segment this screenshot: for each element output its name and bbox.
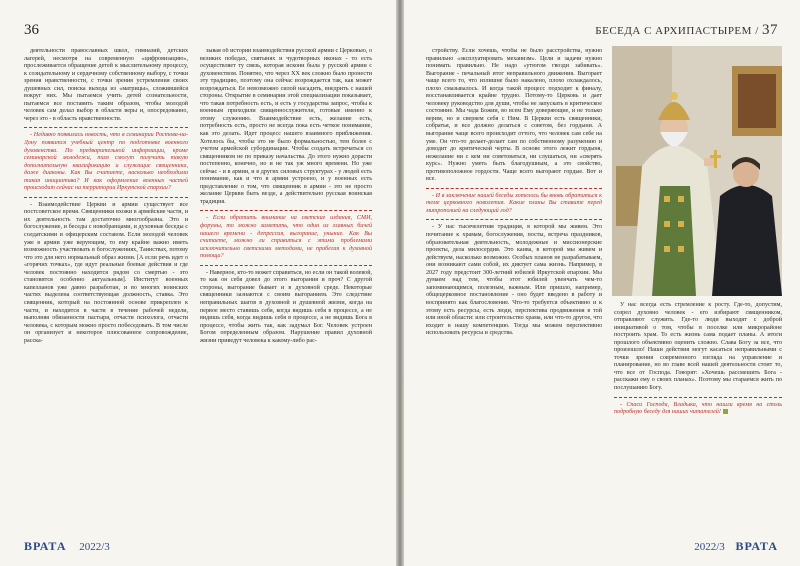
paragraph: деятельности православных школ, гимназий, детских лагерей, несмотря на современную «цифровизацию», прослеживается обращение детей к мыслительному процессу, к созидательному и сердечному собственному выбору, с точки зрения нравственности, с точки зрения устремления своих душевных сил, поиска выхода из «матрицы», сложившейся вокруг них. Мы пытаемся учить детей сознательности, пытаемся все поставить таким образом, чтобы молодой человек сам делал выбор в области веры и, опосредованно, через это - в область нравственности. bbox=[24, 48, 188, 122]
spine-gutter bbox=[396, 0, 404, 566]
issue-number: 2022/3 bbox=[79, 541, 110, 553]
paragraph: - Взаимодействие Церкви и армии существует все постсоветское время. Священники вхожи в армейские части, и их деятельность там достаточно многообразна. Это и богослужение, и беседы с новобранцами, и духовные беседы с солдатскими и офицерским составом. Если молодой человек уже в армии уже верующим, то ему крайне важно иметь возможность участвовать в богослужениях, Таинствах, потому что это для него нормальный образ жизни. [А если речь идет о «горячих точках», где идут реальные боевые действия и где человек постоянно находится рядом со смертью - это становится особенно актуальным]. Институт военных капелланов уже давно разработан, и во многих воинских частях выделена соответствующая должность, ставка. Это священник, который на постоянной основе прикреплен к части, и находится в части в течение рабочей недели, выполняя обязанности пастыря, отчасти психолога, отчасти человека, с которым можно просто побеседовать. В том числе он организует и некоторое плюсованное сопровождение, расска- bbox=[24, 201, 188, 344]
divider bbox=[24, 127, 188, 128]
section-title: БЕСЕДА С АРХИПАСТЫРЕМ bbox=[595, 25, 752, 37]
question-text bbox=[614, 402, 782, 417]
divider bbox=[426, 219, 602, 220]
divider bbox=[24, 197, 188, 198]
paragraph: - У нас тысячелетняя традиция, в которой мы живем. Это почитание к храмам, богослужения, посты, встреча праздников, образовательная деятельность, молодежные и миссионерские проекты, дела милосердия. Это канва, в которой мы живем и действуем, насколько возможно. Особых планов не разрабатываем, они возникают сами собой, их диктует сама жизнь. Например, в 2027 году предстоит 300-летний юбилей Иркутской епархии. Мы думаем над тем, чтобы этот юбилей увенчать чем-то запоминающимся, полезным, важным. Или пришло, например, общецерковное постановление - оно будет введено в работу и воспринято как благословение. Что-то требуется объективно и к этому есть ресурсы, есть люди, перспектива продвижения в той или иной области: или строительство храма, или что-то другое, что входит в нашу компетенцию. Тогда мы можем перспективно использовать ресурсы и средства. bbox=[426, 224, 602, 337]
question-text: - Недавно появилась новость, что в семинарии Ростова-на-Дону появится учебный центр по подготовке военного духовенства. По предварительной информации, кроме семинарской молодежи, там смогут получить такую дополнительную квалификацию и служащие священники, даже диаконы. Как Вы считаете, насколько необходима такая инициатива? И как оформление военных частей происходит сейчас на территории Иркутской епархии? bbox=[24, 132, 188, 192]
question-block bbox=[24, 132, 188, 192]
paragraph: стройству. Если хочешь, чтобы не было расстройства, нужно правильно «эксплуатировать механизм». Цели и задачи нужно понимать правильно. Не надо «утюгом гвозди забивать». Выгорание - печальный итог неправильного движения. Выгорает чаще всего то, что излишне было накалено, плохо охлаждалось, плохо смазывалось. И когда такой процесс подходит к финалу, восстанавливается крайне трудно. Потому-то Церковь и дает человеку руководство для души, чтобы не запускать в критическое состояние. Мы чада Божии, во всем Ему доверяющие, и не только верим, но и сверяем себя с Ним. В Церкви есть священники, собратья, и все должно делаться с советом, без гордыни. А выгорание чаще всего происходит оттого, что человек сам себе на уме. Он что-то делает-делает сам по собственному разумению и доводит до критической черты. В основе этого лежит гордыня, нежелание ни с кем ни советоваться, ни слушаться, ни «сверять курс». Нужно уметь быть благодушным, а это свойство, противоположное гордости. Чаще всего выгорают гордые. Вот и все. bbox=[426, 48, 602, 183]
left-column-2 bbox=[200, 48, 372, 536]
magazine-brand: ВРАТА bbox=[24, 539, 67, 553]
divider bbox=[614, 397, 782, 398]
page-number-left: 36 bbox=[24, 22, 39, 38]
left-column-1 bbox=[24, 48, 188, 536]
paragraph: У нас всегда есть стремление к росту. Где-то, допустим, созрел духовно человек - его избирают священником, отправляют служить. Где-то люди выходят с доброй инициативой о том, чтобы в поселке или микрорайоне построить храм. То есть жизнь сама подает планы. А итоги прошлого объективно оценить сложно. Слава Богу за все, что произошло! Наши действия могут касаться неправильными с точки зрения современного взгляда на управление и планирование, но во главе всей нашей деятельности стоит то, что все от Господа. Говорят: «Хочешь рассмешить Бога - расскажи ему о своих планах». Поэтому мы стараемся жить по послушанию Богу. bbox=[614, 302, 782, 392]
page-number-right: 37 bbox=[762, 22, 778, 38]
paragraph: - Наверное, кто-то может справиться, но если он такой волевой, то как он себя довел до этого выгорания и проч? С другой стороны, выгорание бывает и в духовной среде. Некоторые священники зазнаются с своим выгоранием. Это следствие неправильных шагов в духовной и душевной жизни, когда на первое место ставишь себя, когда видишь себя в процессе, а не видишь себя, когда видишь себя в процессе, а не видишь Бога в процессе, чтобы жить так, как задумал Бог. Человек устроен Богом определенным образом. Нарушение правил духовной жизни приведут человека к какому-либо рас- bbox=[200, 269, 372, 344]
divider bbox=[200, 265, 372, 266]
divider bbox=[426, 188, 602, 189]
bishop-photo bbox=[612, 46, 782, 296]
question-block bbox=[200, 215, 372, 260]
footer-left bbox=[24, 539, 110, 554]
magazine-brand: ВРАТА bbox=[735, 539, 778, 553]
right-column-2 bbox=[614, 302, 782, 536]
right-column-1 bbox=[426, 48, 602, 536]
paragraph: зывая об истории взаимодействия русской армии с Церковью, о великих победах, святынях и чудотворных иконах - то есть осуществляет ту связь, которая искони была у русской армии с духовенством. Понятно, что через XX век сложно было пронести эту традицию, поэтому она сейчас возрождается так, как может возрождаться. Ее невозможно силой насадить, внедрить с нашей стороны. Открытие в семинарии этой специализации показывает, что такая потребность есть, и есть у государства запрос, чтобы к военным приходили священнослужители, готовые именно к этому служению. Взаимодействие есть, желание есть, потребность есть, просто не всегда пока есть четкое понимание, как это делать. Идет процесс нашего взаимного приближения. Хотелось бы, чтобы это не было формальностью, тем более с учетом армейской субординации. Чтобы создать встречаться со священником не по приказу начальства. До этого нужно дорасти постепенно, конечно, но и не так уж много времени. Но уже сейчас - и в армии, и в других силовых структурах - у людей есть понимание, как и что в армии устроено, и у военных есть представление о том, что священник в армии - это не просто желание Церкви быть везде, а действительно русская воинская традиция. bbox=[200, 48, 372, 205]
footer-right bbox=[694, 539, 778, 554]
section-header: БЕСЕДА С АРХИПАСТЫРЕМ / 37 bbox=[595, 22, 778, 38]
liturgy-photo-illustration bbox=[612, 46, 782, 296]
question-text: - И в заключение нашей беседы хотелось бы вновь обратиться к теме церковного новолетия. Какие планы Вы ставите перед митрополией на следующий год? bbox=[426, 192, 602, 214]
question-text: - Если обратить внимание на светские издания, СМИ, форумы, то можно заметить, что один из главных бичей нашего времени - депрессия, выгорание, уныние. Как Вы считаете, можно ли справиться с этими проблемами исключительно светскими методами, не прибегая к духовной помощи? bbox=[200, 215, 372, 260]
closing-question: - Спаси Господи, Владыка, что нашли время на столь подробную беседу для наших читателей! bbox=[614, 401, 782, 416]
question-block bbox=[426, 193, 602, 216]
issue-number: 2022/3 bbox=[694, 541, 725, 553]
end-of-article-mark bbox=[723, 409, 728, 414]
left-page bbox=[0, 0, 396, 566]
right-page bbox=[404, 0, 800, 566]
question-block bbox=[614, 402, 782, 417]
divider bbox=[200, 210, 372, 211]
